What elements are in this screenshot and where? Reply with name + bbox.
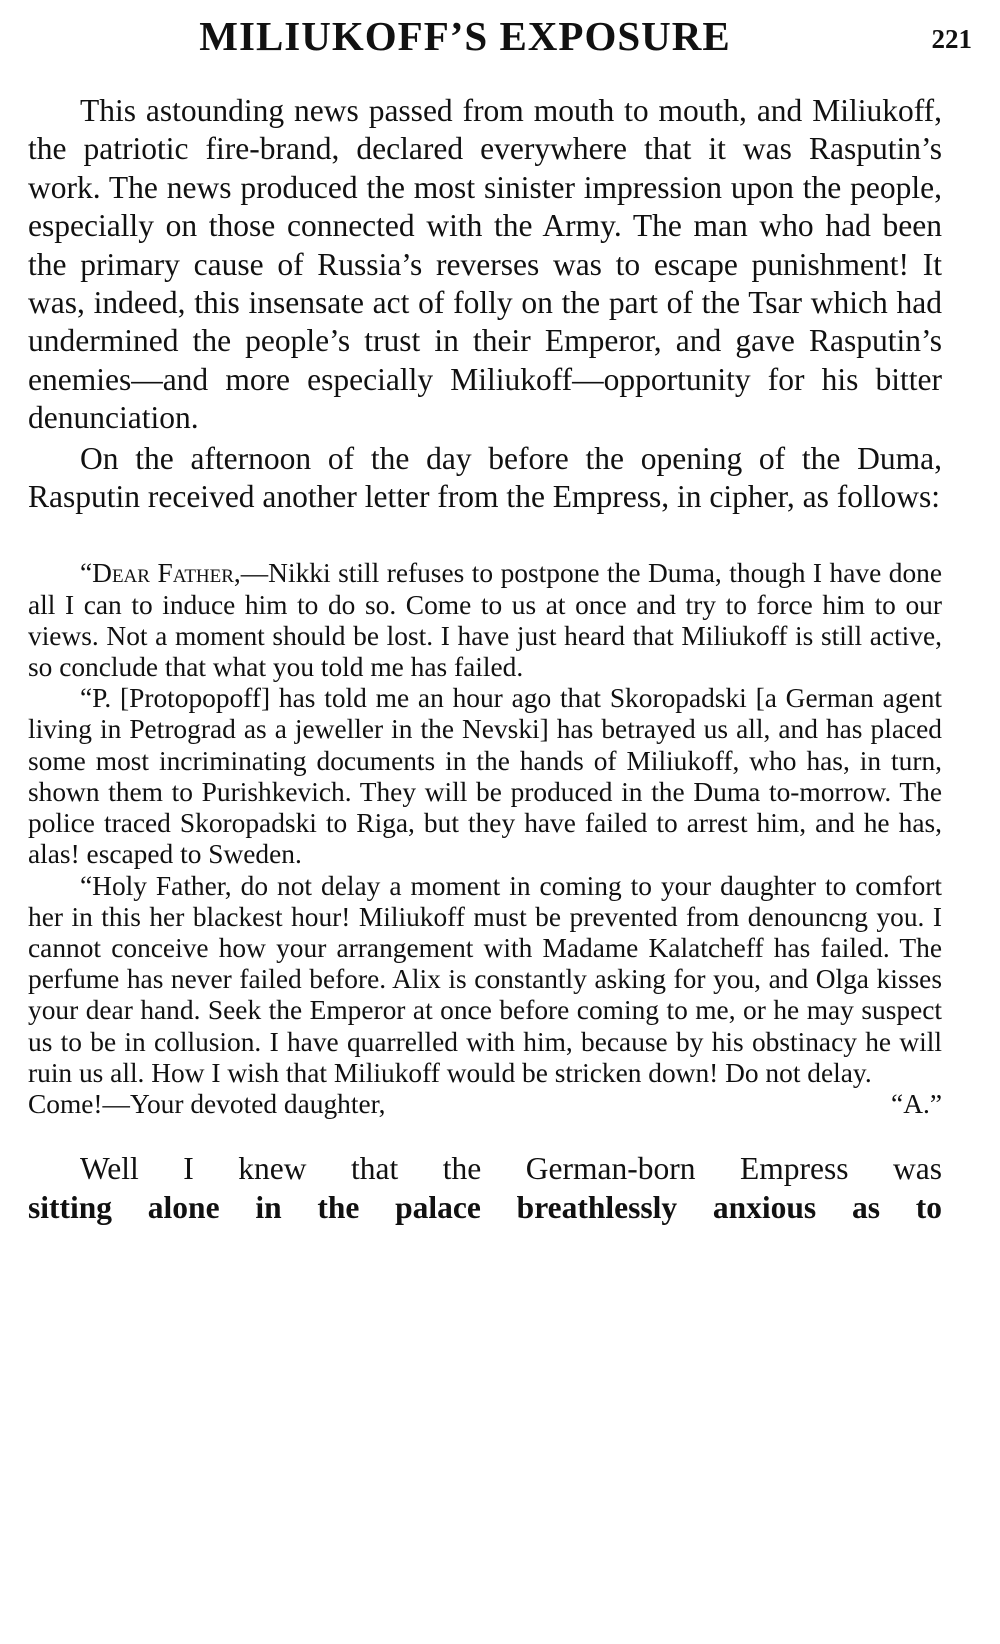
body-paragraph-2: On the afternoon of the day before the opening of the Duma, Rasputin received another letter from the Empress, in cipher, as follows: [28, 440, 942, 515]
body-paragraph-1: This astounding news passed from mouth to mouth, and Miliukoff, the patriotic fire-brand, declared everywhere that it was Rasputin’s work. The news produced the most sinister impression upon the people, especially on those connected with the Army. The man who had been the primary cause of Russia’s reverses was to escape punishment! It was, indeed, this insensate act of folly on the part of the Tsar which had undermined the people’s trust in their Emperor, and gave Rasputin’s enemies—and more especially Miliukoff—opportunity for his bitter denunciation. [28, 93, 942, 436]
letter-open-quote: “ [80, 558, 93, 589]
letter-signature-line [28, 1089, 942, 1120]
letter-block [28, 558, 942, 1120]
running-title: MILIUKOFF’S EXPOSURE [199, 13, 731, 59]
closing-line-1: Well I knew that the German-born Empress was [80, 1151, 942, 1187]
letter-paragraph-1 [28, 558, 942, 683]
letter-salutation: Dear Father, [92, 558, 241, 589]
letter-paragraph-3: “Holy Father, do not delay a moment in coming to your daughter to comfort her in this her blackest hour! Miliukoff must be prevented from denouncng you. I cannot conceive how your arrangement with Madame Kalatcheff has failed. The perfume has never failed before. Alix is constantly asking for you, and Olga kisses your dear hand. Seek the Emperor at once before coming to me, or he may suspect us to be in collusion. I have quarrelled with him, because by his obstinacy he will ruin us all. How I wish that Miliukoff would be stricken down! Do not delay. [28, 870, 942, 1088]
closing-paragraph [28, 1150, 942, 1227]
letter-paragraph-2: “P. [Protopopoff] has told me an hour ago that Skoropadski [a German agent living in Petrograd as a jeweller in the Nevski] has betrayed us all, and has placed some most incriminating documents in the hands of Miliukoff, who has, in turn, shown them to Purishkevich. They will be produced in the Duma to-morrow. The police traced Skoropadski to Riga, but they have failed to arrest him, and he has, alas! escaped to Sweden. [28, 683, 942, 870]
page-number: 221 [931, 24, 972, 54]
letter-signature: “A.” [891, 1088, 942, 1119]
letter-paragraph-1-text: —Nikki still refuses to postpone the Duma, though I have done all I can to induce him to do so. Come to us at once and try to force him to our views. Not a moment should be lost. I have just heard that Miliukoff is still active, so conclude that what you told me has failed. [28, 558, 942, 683]
running-head [28, 10, 972, 64]
closing-line-2: sitting alone in the palace breathlessly anxious as to [28, 1189, 942, 1225]
letter-closing: Come!—Your devoted daughter, [28, 1088, 386, 1119]
